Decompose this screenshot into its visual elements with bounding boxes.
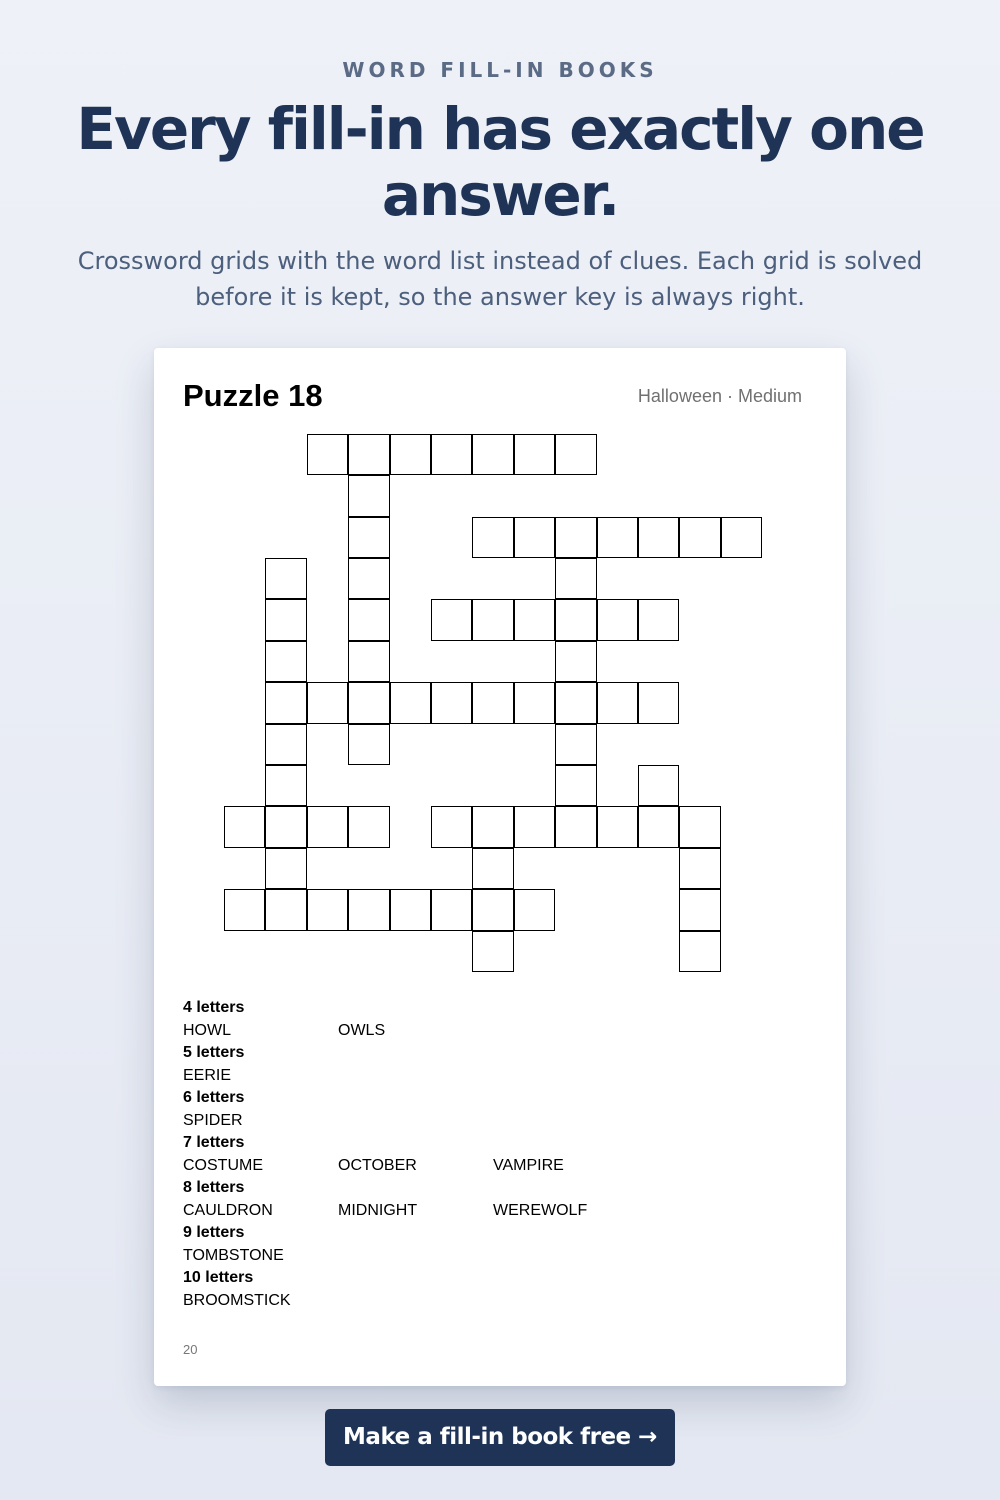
page-number: 20	[183, 1342, 198, 1357]
grid-cell[interactable]	[555, 806, 596, 847]
word-list-item: HOWL	[183, 1021, 231, 1039]
word-group-row	[183, 1065, 803, 1088]
grid-cell[interactable]	[597, 806, 638, 847]
grid-cell[interactable]	[472, 889, 513, 930]
grid-cell[interactable]	[265, 724, 306, 765]
make-book-button[interactable]: Make a fill-in book free →	[325, 1409, 675, 1466]
headline: Every fill-in has exactly one answer.	[76, 95, 924, 229]
grid-cell[interactable]	[472, 682, 513, 723]
grid-cell[interactable]	[431, 682, 472, 723]
word-list-item: COSTUME	[183, 1156, 263, 1174]
grid-cell[interactable]	[514, 806, 555, 847]
grid-cell[interactable]	[348, 806, 389, 847]
grid-cell[interactable]	[307, 806, 348, 847]
word-list-item: CAULDRON	[183, 1201, 273, 1219]
grid-cell[interactable]	[555, 641, 596, 682]
grid-cell[interactable]	[431, 889, 472, 930]
grid-cell[interactable]	[265, 765, 306, 806]
grid-cell[interactable]	[348, 724, 389, 765]
grid-cell[interactable]	[265, 806, 306, 847]
grid-cell[interactable]	[514, 682, 555, 723]
word-list-item: VAMPIRE	[493, 1156, 564, 1174]
word-group-heading: 8 letters	[183, 1179, 245, 1196]
grid-cell[interactable]	[679, 931, 720, 972]
grid-cell[interactable]	[348, 517, 389, 558]
puzzle-page	[154, 348, 846, 1386]
word-group-heading: 7 letters	[183, 1134, 245, 1151]
grid-cell[interactable]	[555, 724, 596, 765]
grid-cell[interactable]	[472, 434, 513, 475]
grid-cell[interactable]	[265, 558, 306, 599]
grid-cell[interactable]	[679, 517, 720, 558]
word-list-item: MIDNIGHT	[338, 1201, 418, 1219]
grid-cell[interactable]	[514, 889, 555, 930]
grid-cell[interactable]	[348, 599, 389, 640]
word-list-item: BROOMSTICK	[183, 1291, 291, 1309]
eyebrow: WORD FILL-IN BOOKS	[342, 58, 658, 82]
grid-cell[interactable]	[472, 931, 513, 972]
grid-cell[interactable]	[348, 475, 389, 516]
grid-cell[interactable]	[638, 599, 679, 640]
grid-cell[interactable]	[265, 599, 306, 640]
grid-cell[interactable]	[224, 889, 265, 930]
grid-cell[interactable]	[721, 517, 762, 558]
grid-cell[interactable]	[224, 806, 265, 847]
grid-cell[interactable]	[431, 599, 472, 640]
grid-cell[interactable]	[597, 682, 638, 723]
grid-cell[interactable]	[555, 517, 596, 558]
word-group-row	[183, 1290, 803, 1313]
grid-cell[interactable]	[597, 517, 638, 558]
word-list-item: WEREWOLF	[493, 1201, 588, 1219]
grid-cell[interactable]	[514, 434, 555, 475]
grid-cell[interactable]	[472, 848, 513, 889]
grid-cell[interactable]	[555, 765, 596, 806]
grid-cell[interactable]	[679, 848, 720, 889]
grid-cell[interactable]	[390, 434, 431, 475]
word-group-heading: 6 letters	[183, 1089, 245, 1106]
grid-cell[interactable]	[265, 682, 306, 723]
subhead: Crossword grids with the word list instead of clues. Each grid is solved before it is kept, so the answer key is always right.	[77, 247, 923, 311]
grid-cell[interactable]	[307, 889, 348, 930]
word-group-row	[183, 1200, 803, 1223]
grid-cell[interactable]	[265, 641, 306, 682]
grid-cell[interactable]	[307, 434, 348, 475]
grid-cell[interactable]	[555, 558, 596, 599]
word-list-item: EERIE	[183, 1066, 232, 1084]
grid-cell[interactable]	[638, 682, 679, 723]
grid-cell[interactable]	[472, 517, 513, 558]
grid-cell[interactable]	[638, 517, 679, 558]
grid-cell[interactable]	[265, 848, 306, 889]
word-group-heading: 4 letters	[183, 999, 245, 1016]
grid-cell[interactable]	[472, 806, 513, 847]
grid-cell[interactable]	[390, 682, 431, 723]
grid-cell[interactable]	[390, 889, 431, 930]
grid-cell[interactable]	[348, 434, 389, 475]
grid-cell[interactable]	[348, 682, 389, 723]
grid-cell[interactable]	[431, 434, 472, 475]
word-group-heading: 5 letters	[183, 1044, 245, 1061]
grid-cell[interactable]	[638, 806, 679, 847]
grid-cell[interactable]	[348, 641, 389, 682]
word-group-heading: 9 letters	[183, 1224, 245, 1241]
grid-cell[interactable]	[555, 682, 596, 723]
word-list-item: SPIDER	[183, 1111, 243, 1129]
word-group-heading: 10 letters	[183, 1269, 254, 1286]
word-list-item: TOMBSTONE	[183, 1246, 284, 1264]
grid-cell[interactable]	[431, 806, 472, 847]
grid-cell[interactable]	[348, 889, 389, 930]
word-list	[183, 997, 803, 1312]
word-group-row	[183, 1020, 803, 1043]
grid-cell[interactable]	[514, 517, 555, 558]
word-list-item: OCTOBER	[338, 1156, 417, 1174]
puzzle-meta: Halloween · Medium	[637, 386, 802, 406]
grid-cell[interactable]	[307, 682, 348, 723]
puzzle-title: Puzzle 18	[183, 378, 323, 413]
grid-cell[interactable]	[514, 599, 555, 640]
grid-cell[interactable]	[555, 434, 596, 475]
word-group-row	[183, 1110, 803, 1133]
grid-cell[interactable]	[679, 806, 720, 847]
word-group-row	[183, 1245, 803, 1268]
word-group-row	[183, 1155, 803, 1178]
grid-cell[interactable]	[348, 558, 389, 599]
grid-cell[interactable]	[472, 599, 513, 640]
grid-cell[interactable]	[265, 889, 306, 930]
grid-cell[interactable]	[679, 889, 720, 930]
grid-cell[interactable]	[638, 765, 679, 806]
word-list-item: OWLS	[338, 1021, 386, 1039]
grid-cell[interactable]	[597, 599, 638, 640]
grid-cell[interactable]	[555, 599, 596, 640]
